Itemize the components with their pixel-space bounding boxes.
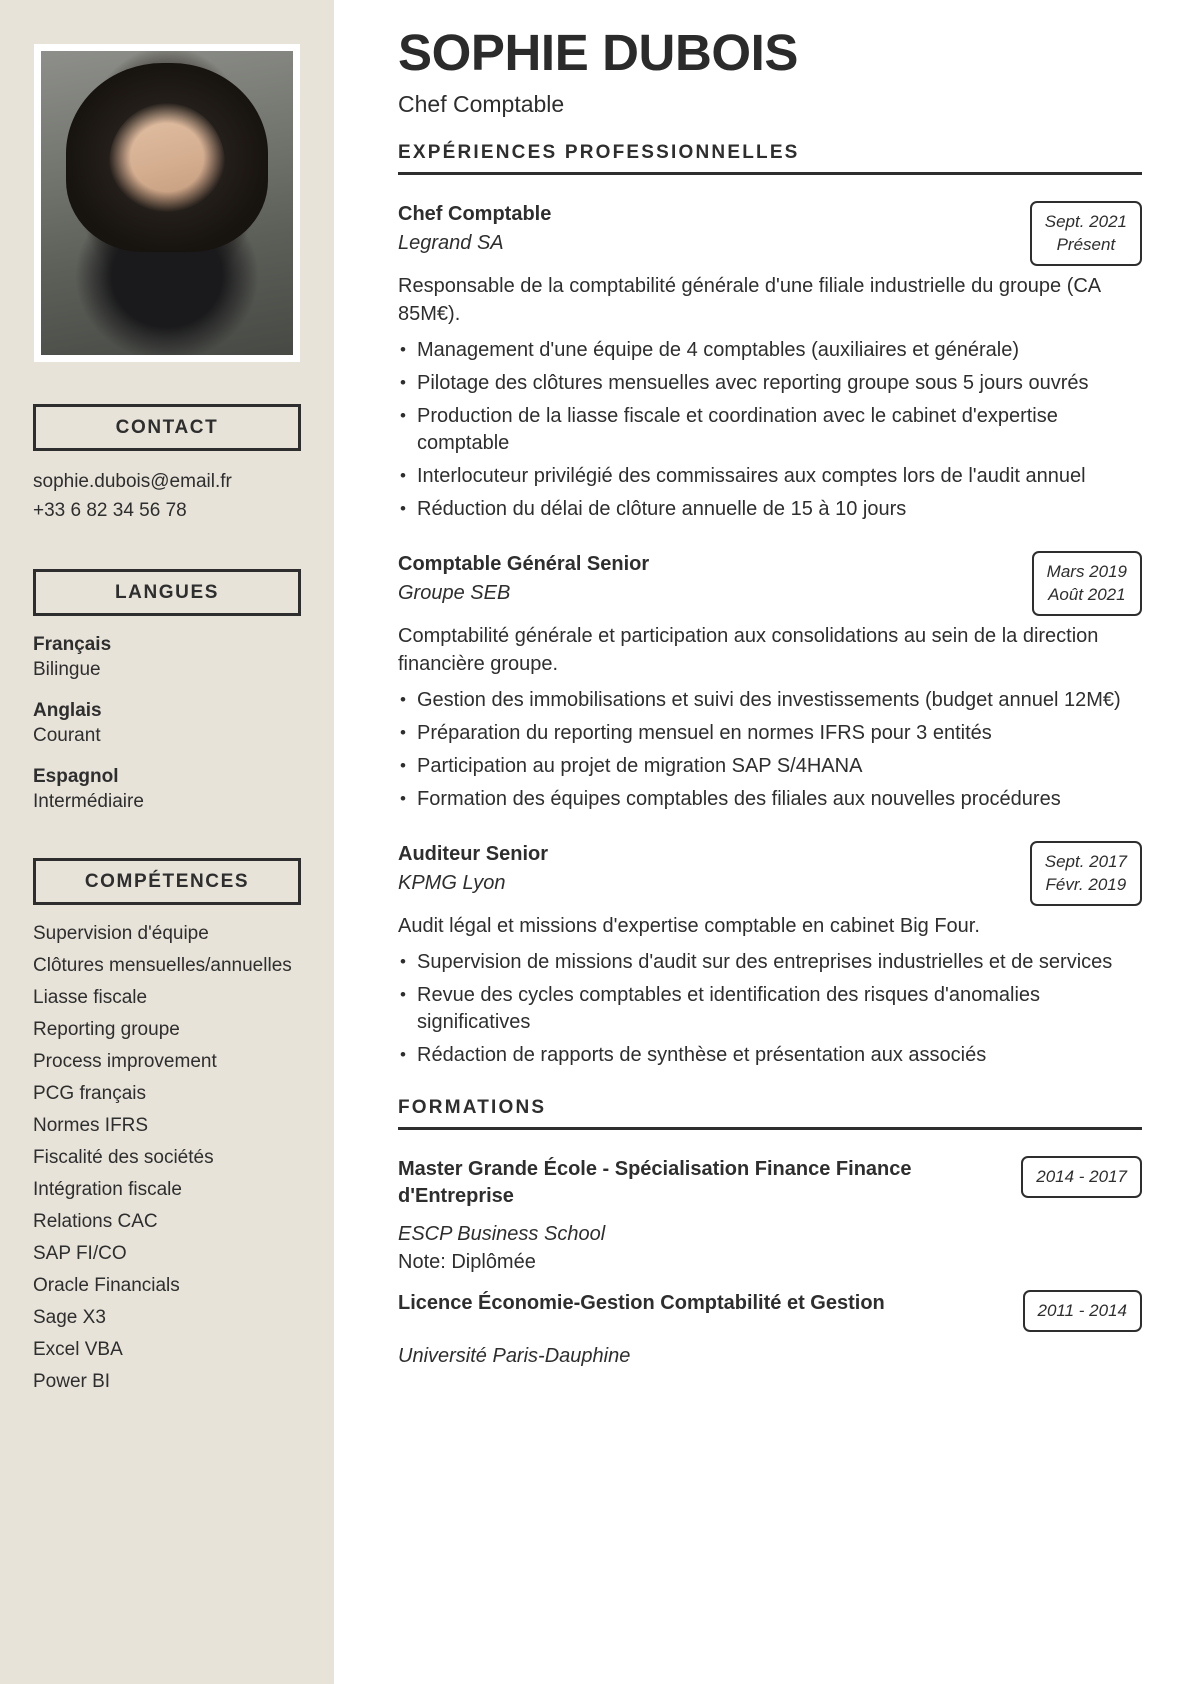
experience-bullet: • Interlocuteur privilégié des commissaires aux comptes lors de l'audit annuel [398, 463, 1142, 490]
experience-bullet: • Rédaction de rapports de synthèse et présentation aux associés [398, 1042, 1142, 1069]
contact-phone[interactable]: +33 6 82 34 56 78 [33, 500, 187, 521]
skill-item: Relations CAC [33, 1211, 158, 1232]
profile-photo-frame [34, 44, 300, 362]
experience-bullet: • Gestion des immobilisations et suivi des investissements (budget annuel 12M€) [398, 687, 1142, 714]
experience-date-end: Août 2021 [1048, 585, 1126, 604]
experience-bullet: • Pilotage des clôtures mensuelles avec reporting groupe sous 5 jours ouvrés [398, 370, 1142, 397]
experience-description: Comptabilité générale et participation aux consolidations au sein de la direction financière groupe. [398, 625, 1099, 675]
experience-bullet: • Supervision de missions d'audit sur des entreprises industrielles et de services [398, 949, 1142, 976]
experience-company: Legrand SA [398, 232, 504, 254]
language-level: Courant [33, 725, 101, 746]
education-school: Université Paris-Dauphine [398, 1345, 631, 1367]
experience-bullets [398, 687, 1142, 813]
experience-entry-titles [398, 201, 1014, 259]
experience-entry-header [398, 841, 1142, 906]
experience-entry-header [398, 551, 1142, 616]
education-date-box: 2011 - 2014 [1023, 1290, 1142, 1332]
language-name: Espagnol [33, 766, 119, 787]
education-entry-titles [398, 1290, 1007, 1317]
language-item [33, 698, 301, 748]
experience-company: KPMG Lyon [398, 872, 506, 894]
skill-item: Excel VBA [33, 1339, 123, 1360]
education-entry [398, 1156, 1142, 1276]
skill-item: Reporting groupe [33, 1019, 180, 1040]
language-name: Français [33, 634, 112, 655]
sidebar [0, 0, 334, 1684]
skill-item: SAP FI/CO [33, 1243, 127, 1264]
experience-date-start: Mars 2019 [1046, 562, 1127, 581]
experience-date-end: Présent [1056, 235, 1116, 254]
experience-title: Auditeur Senior [398, 843, 549, 865]
skills-list [33, 921, 301, 1394]
education-title: Licence Économie-Gestion Comptabilité et Gestion [398, 1292, 885, 1314]
experience-entry [398, 551, 1142, 813]
languages-heading: LANGUES [33, 569, 301, 616]
language-item [33, 764, 301, 814]
main-content [334, 0, 1190, 1684]
experience-date-box [1030, 841, 1142, 906]
experience-entry-titles [398, 551, 1016, 609]
language-item [33, 632, 301, 682]
education-date-box: 2014 - 2017 [1021, 1156, 1142, 1198]
skill-item: Power BI [33, 1371, 111, 1392]
experience-entry-header [398, 201, 1142, 266]
experience-bullets [398, 337, 1142, 523]
education-title: Master Grande École - Spécialisation Finance Finance d'Entreprise [398, 1158, 912, 1207]
education-note: Note: Diplômée [398, 1251, 536, 1273]
experience-title: Chef Comptable [398, 203, 552, 225]
education-entry [398, 1290, 1142, 1371]
skills-heading: COMPÉTENCES [33, 858, 301, 905]
education-school: ESCP Business School [398, 1223, 606, 1245]
education-entry-header [398, 1156, 1142, 1210]
experience-bullet: • Préparation du reporting mensuel en normes IFRS pour 3 entités [398, 720, 1142, 747]
skill-item: Intégration fiscale [33, 1179, 182, 1200]
language-name: Anglais [33, 700, 102, 721]
experience-bullet: • Production de la liasse fiscale et coordination avec le cabinet d'expertise comptable [398, 403, 1142, 457]
education-entry-header [398, 1290, 1142, 1332]
profile-photo [41, 51, 293, 355]
experience-bullet: • Management d'une équipe de 4 comptables (auxiliaires et générale) [398, 337, 1142, 364]
skill-item: Fiscalité des sociétés [33, 1147, 214, 1168]
experience-date-box [1032, 551, 1142, 616]
contact-heading: CONTACT [33, 404, 301, 451]
experience-company: Groupe SEB [398, 582, 511, 604]
skill-item: Process improvement [33, 1051, 217, 1072]
experience-date-start: Sept. 2021 [1044, 212, 1127, 231]
skill-item: PCG français [33, 1083, 146, 1104]
language-level: Intermédiaire [33, 791, 144, 812]
candidate-name: SOPHIE DUBOIS [398, 24, 799, 81]
experience-entry [398, 841, 1142, 1069]
experience-bullet: • Réduction du délai de clôture annuelle de 15 à 10 jours [398, 496, 1142, 523]
skills-section [33, 858, 301, 1394]
languages-list [33, 632, 301, 814]
experience-description: Audit légal et missions d'expertise comptable en cabinet Big Four. [398, 915, 980, 937]
experience-entry-titles [398, 841, 1014, 899]
experience-date-end: Févr. 2019 [1045, 875, 1127, 894]
contact-section [33, 404, 301, 525]
experience-title: Comptable Général Senior [398, 553, 650, 575]
skill-item: Normes IFRS [33, 1115, 149, 1136]
experience-date-start: Sept. 2017 [1044, 852, 1127, 871]
skill-item: Sage X3 [33, 1307, 106, 1328]
skill-item: Oracle Financials [33, 1275, 180, 1296]
languages-section [33, 569, 301, 814]
experience-bullet: • Participation au projet de migration SAP S/4HANA [398, 753, 1142, 780]
language-level: Bilingue [33, 659, 101, 680]
education-entry-titles [398, 1156, 1005, 1210]
experience-bullet: • Revue des cycles comptables et identification des risques d'anomalies significatives [398, 982, 1142, 1036]
contact-email[interactable]: sophie.dubois@email.fr [33, 471, 232, 492]
experience-bullets [398, 949, 1142, 1069]
candidate-job-title: Chef Comptable [398, 91, 565, 117]
experience-entry [398, 201, 1142, 523]
experience-heading: EXPÉRIENCES PROFESSIONNELLES [398, 142, 1142, 175]
experience-description: Responsable de la comptabilité générale d'une filiale industrielle du groupe (CA 85M€). [398, 275, 1101, 325]
education-heading: FORMATIONS [398, 1097, 1142, 1130]
skill-item: Liasse fiscale [33, 987, 148, 1008]
skill-item: Supervision d'équipe [33, 923, 209, 944]
experience-section [398, 142, 1142, 1069]
education-section [398, 1097, 1142, 1371]
skill-item: Clôtures mensuelles/annuelles [33, 955, 292, 976]
experience-date-box [1030, 201, 1142, 266]
experience-bullet: • Formation des équipes comptables des filiales aux nouvelles procédures [398, 786, 1142, 813]
